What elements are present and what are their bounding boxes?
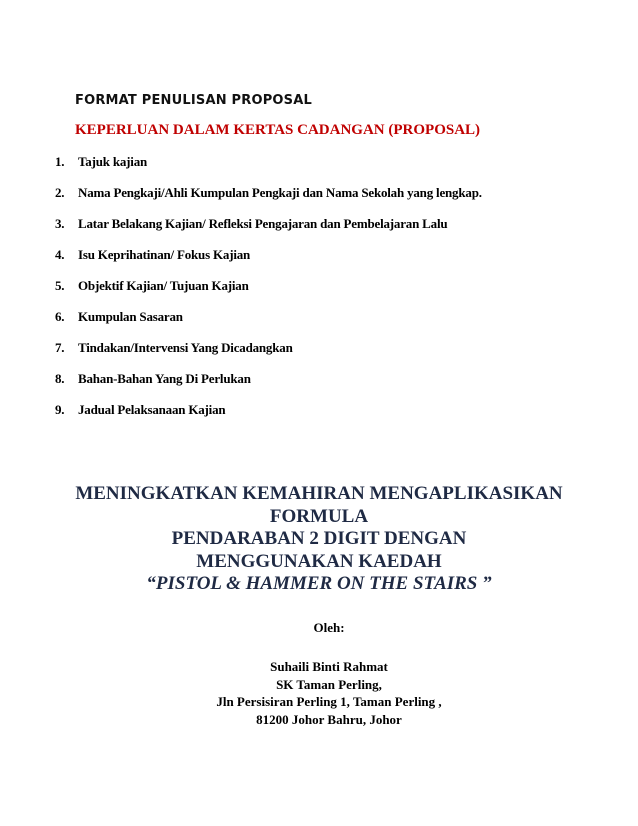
author-address-line: 81200 Johor Bahru, Johor — [256, 711, 402, 727]
list-item-number: 1. — [55, 154, 65, 169]
list-item-number: 4. — [55, 247, 65, 262]
list-item-number: 9. — [55, 402, 65, 417]
list-item — [55, 401, 482, 432]
author-address-line: Jln Persisiran Perling 1, Taman Perling , — [216, 694, 442, 709]
title-line: MENGGUNAKAN KAEDAH — [196, 550, 442, 572]
list-item-text: Latar Belakang Kajian/ Refleksi Pengajaran dan Pembelajaran Lalu — [78, 216, 448, 231]
list-item — [55, 153, 482, 184]
list-item-text: Isu Keprihatinan/ Fokus Kajian — [78, 247, 251, 262]
list-item — [55, 246, 482, 277]
title-line: PENDARABAN 2 DIGIT DENGAN — [171, 528, 467, 549]
list-item-number: 3. — [55, 216, 65, 231]
list-item — [55, 370, 482, 401]
list-item-text: Nama Pengkaji/Ahli Kumpulan Pengkaji dan Nama Sekolah yang lengkap. — [78, 185, 482, 200]
document-heading: FORMAT PENULISAN PROPOSAL — [75, 93, 312, 108]
list-item — [55, 277, 482, 308]
section-heading: KEPERLUAN DALAM KERTAS CADANGAN (PROPOSAL) — [75, 122, 481, 138]
list-item-text: Bahan-Bahan Yang Di Perlukan — [78, 371, 251, 386]
list-item-text: Objektif Kajian/ Tujuan Kajian — [78, 278, 249, 293]
proposal-title — [40, 483, 598, 596]
title-line: FORMULA — [269, 505, 369, 527]
list-item — [55, 339, 482, 370]
title-line: MENINGKATKAN KEMAHIRAN MENGAPLIKASIKAN — [75, 483, 563, 504]
list-item-number: 6. — [55, 309, 65, 324]
list-item-number: 2. — [55, 185, 65, 200]
list-item-text: Tindakan/Intervensi Yang Dicadangkan — [78, 340, 293, 355]
author-school: SK Taman Perling, — [276, 676, 382, 692]
list-item-number: 5. — [55, 278, 65, 293]
list-item-number: 7. — [55, 340, 65, 355]
list-item-text: Jadual Pelaksanaan Kajian — [78, 402, 226, 417]
list-item — [55, 308, 482, 339]
title-line-method: “PISTOL & HAMMER ON THE STAIRS ” — [146, 573, 492, 594]
list-item — [55, 215, 482, 246]
oleh-label: Oleh: — [313, 620, 345, 635]
list-item — [55, 184, 482, 215]
requirements-list — [55, 153, 482, 432]
list-item-text: Kumpulan Sasaran — [78, 309, 183, 324]
author-name: Suhaili Binti Rahmat — [270, 659, 388, 674]
author-block — [120, 620, 538, 728]
list-item-number: 8. — [55, 371, 65, 386]
list-item-text: Tajuk kajian — [78, 154, 148, 169]
